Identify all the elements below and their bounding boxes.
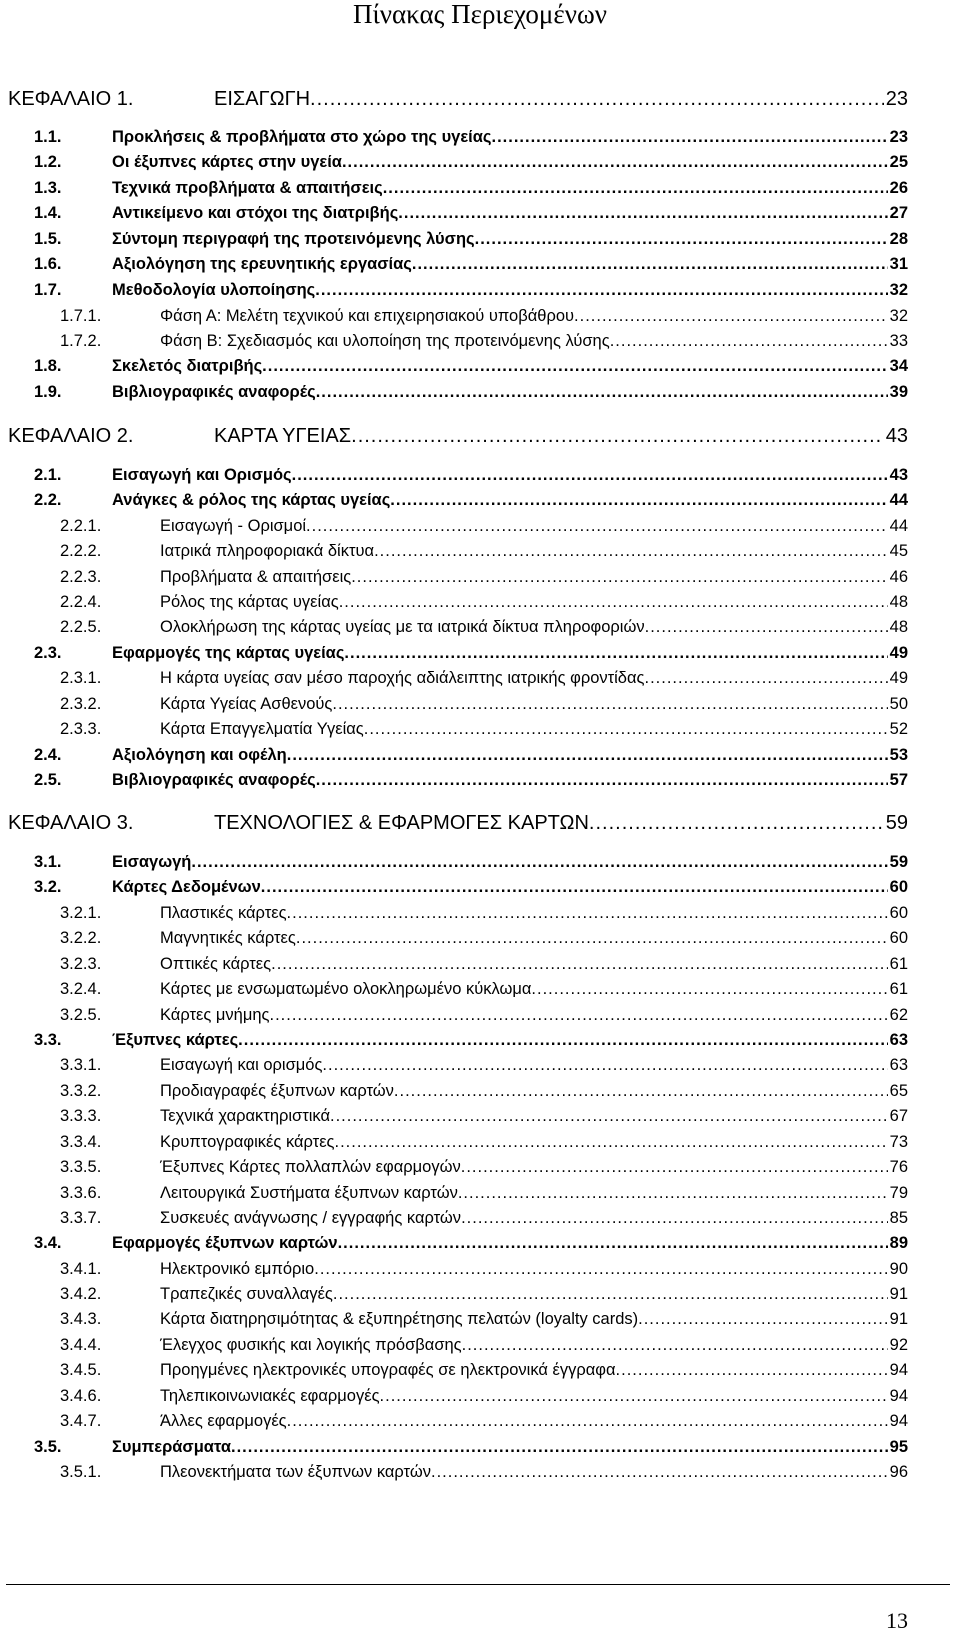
toc-dot-leader [333, 1285, 888, 1304]
toc-entry-title: Προδιαγραφές έξυπνων καρτών [160, 1082, 394, 1100]
toc-entry-page: 39 [889, 383, 908, 401]
toc-subsection-row[interactable] [60, 1336, 908, 1356]
toc-entry-page: 44 [889, 517, 908, 535]
toc-entry-number: 3.5. [34, 1438, 62, 1456]
toc-entry-title: Άλλες εφαρμογές [160, 1412, 287, 1430]
toc-entry-title: ΤΕΧΝΟΛΟΓΙΕΣ & ΕΦΑΡΜΟΓΕΣ ΚΑΡΤΩΝ [214, 812, 589, 834]
toc-entry-title: Κάρτες Δεδομένων [112, 878, 261, 896]
toc-dot-leader [491, 128, 887, 147]
toc-entry-page: 95 [889, 1438, 908, 1456]
toc-entry-page: 59 [885, 812, 908, 834]
toc-entry-number: 3.4.3. [60, 1310, 102, 1328]
toc-entry-title: Κάρτες μνήμης [160, 1006, 270, 1024]
toc-entry-number: 3.3.2. [60, 1082, 102, 1100]
toc-dot-leader [271, 955, 888, 974]
toc-entry-page: 91 [889, 1310, 908, 1328]
toc-entry-page: 65 [889, 1082, 908, 1100]
toc-entry-title: Μεθοδολογία υλοποίησης [112, 281, 316, 299]
toc-entry-number: 3.4.2. [60, 1285, 102, 1303]
toc-entry-number: 3.2.5. [60, 1006, 102, 1024]
page-number: 13 [886, 1608, 908, 1633]
toc-entry-page: 62 [889, 1006, 908, 1024]
toc-section-row[interactable] [34, 771, 908, 791]
toc-dot-leader [339, 593, 888, 612]
toc-entry-title: Κάρτα Υγείας Ασθενούς [160, 695, 333, 713]
toc-entry-title: Λειτουργικά Συστήματα έξυπνων καρτών [160, 1184, 458, 1202]
toc-entry-number: 1.5. [34, 230, 62, 248]
toc-dot-leader [338, 1234, 888, 1253]
toc-entry-page: 50 [889, 695, 908, 713]
toc-subsection-row[interactable] [60, 1387, 908, 1407]
toc-section-row[interactable] [34, 1031, 908, 1051]
toc-dot-leader [589, 812, 884, 835]
toc-entry-page: 73 [889, 1133, 908, 1151]
toc-section-row[interactable] [34, 281, 908, 301]
toc-entry-title: Οπτικές κάρτες [160, 955, 272, 973]
toc-entry-title: Συμπεράσματα [112, 1438, 231, 1456]
toc-entry-number: 3.3.1. [60, 1056, 102, 1074]
toc-entry-page: 79 [889, 1184, 908, 1202]
toc-entry-number: ΚΕΦΑΛΑΙΟ 3. [8, 812, 134, 834]
toc-entry-page: 63 [889, 1031, 908, 1049]
toc-dot-leader [306, 517, 888, 536]
toc-dot-leader [314, 1260, 887, 1279]
toc-entry-page: 32 [889, 281, 908, 299]
toc-subsection-row[interactable] [60, 1361, 908, 1381]
toc-dot-leader [287, 746, 888, 765]
toc-subsection-row[interactable] [60, 307, 908, 327]
toc-entry-title: Εισαγωγή - Ορισμοί [160, 517, 307, 535]
toc-entry-title: Σύντομη περιγραφή της προτεινόμενης λύσης [112, 230, 475, 248]
toc-entry-page: 53 [889, 746, 908, 764]
toc-section-row[interactable] [34, 878, 908, 898]
toc-entry-number: 3.4.4. [60, 1336, 102, 1354]
toc-entry-page: 85 [889, 1209, 908, 1227]
toc-entry-page: 48 [889, 618, 908, 636]
toc-entry-title: Αξιολόγηση και οφέλη [112, 746, 287, 764]
toc-dot-leader [645, 618, 888, 637]
toc-entry-number: 3.5.1. [60, 1463, 102, 1481]
toc-section-row[interactable] [34, 179, 908, 199]
toc-entry-title: Πλεονεκτήματα των έξυπνων καρτών [160, 1463, 431, 1481]
toc-section-row[interactable] [34, 230, 908, 250]
toc-dot-leader [374, 542, 888, 561]
toc-subsection-row[interactable] [60, 669, 908, 689]
page-title: Πίνακας Περιεχομένων [353, 0, 607, 29]
toc-section-row[interactable] [34, 153, 908, 173]
toc-entry-title: Προηγμένες ηλεκτρονικές υπογραφές σε ηλεκτρονικά έγγραφα [160, 1361, 616, 1379]
toc-entry-number: 1.2. [34, 153, 62, 171]
toc-entry-number: 3.4.5. [60, 1361, 102, 1379]
toc-dot-leader [316, 383, 888, 402]
toc-subsection-row[interactable] [60, 1260, 908, 1280]
toc-entry-number: ΚΕΦΑΛΑΙΟ 1. [8, 88, 134, 110]
toc-subsection-row[interactable] [60, 1310, 908, 1330]
toc-entry-title: Ιατρικά πληροφοριακά δίκτυα [160, 542, 375, 560]
toc-dot-leader [287, 904, 888, 923]
toc-section-row[interactable] [34, 1234, 908, 1254]
toc-entry-title: Προκλήσεις & προβλήματα στο χώρο της υγείας [112, 128, 492, 146]
toc-entry-number: 3.3.5. [60, 1158, 102, 1176]
toc-entry-page: 23 [885, 88, 908, 110]
toc-entry-number: 2.3. [34, 644, 62, 662]
toc-entry-page: 34 [889, 357, 908, 375]
toc-entry-page: 60 [889, 904, 908, 922]
toc-entry-page: 28 [889, 230, 908, 248]
toc-dot-leader [269, 1006, 887, 1025]
toc-entry-title: Έξυπνες κάρτες [112, 1031, 239, 1049]
toc-entry-title: Συσκευές ανάγνωσης / εγγραφής καρτών [160, 1209, 462, 1227]
toc-entry-number: 1.7.2. [60, 332, 102, 350]
toc-entry-title: Εφαρμογές της κάρτας υγείας [112, 644, 345, 662]
toc-entry-number: 3.3.3. [60, 1107, 102, 1125]
toc-entry-title: Εισαγωγή και Ορισμός [112, 466, 292, 484]
toc-dot-leader [461, 1209, 888, 1228]
toc-dot-leader [344, 644, 887, 663]
toc-dot-leader [398, 204, 887, 223]
toc-dot-leader [238, 1031, 887, 1050]
toc-entry-number: 3.3.7. [60, 1209, 102, 1227]
toc-dot-leader [458, 1184, 888, 1203]
toc-entry-number: 1.9. [34, 383, 62, 401]
toc-entry-title: Ρόλος της κάρτας υγείας [160, 593, 339, 611]
toc-dot-leader [475, 230, 888, 249]
toc-dot-leader [262, 357, 887, 376]
toc-entry-number: 1.6. [34, 255, 62, 273]
toc-chapter-row[interactable] [8, 425, 908, 449]
toc-entry-title: Πλαστικές κάρτες [160, 904, 287, 922]
toc-dot-leader [610, 332, 888, 351]
toc-entry-page: 94 [889, 1387, 908, 1405]
toc-entry-title: Η κάρτα υγείας σαν μέσο παροχής αδιάλειπτης ιατρικής φροντίδας [160, 669, 645, 687]
toc-entry-title: Τεχνικά προβλήματα & απαιτήσεις [112, 179, 383, 197]
toc-dot-leader [461, 1158, 888, 1177]
toc-chapter-row[interactable] [8, 88, 908, 112]
toc-subsection-row[interactable] [60, 980, 908, 1000]
toc-entry-title: Φάση Α: Μελέτη τεχνικού και επιχειρησιακού υποβάθρου [160, 307, 575, 325]
toc-entry-page: 60 [889, 878, 908, 896]
toc-entry-number: 1.8. [34, 357, 62, 375]
toc-dot-leader [390, 491, 887, 510]
toc-entry-number: ΚΕΦΑΛΑΙΟ 2. [8, 425, 134, 447]
toc-dot-leader [431, 1463, 888, 1482]
toc-subsection-row[interactable] [60, 1082, 908, 1102]
toc-section-row[interactable] [34, 357, 908, 377]
toc-entry-number: 3.2.4. [60, 980, 102, 998]
toc-entry-title: Βιβλιογραφικές αναφορές [112, 383, 316, 401]
toc-entry-number: 3.4.7. [60, 1412, 102, 1430]
toc-entry-title: Φάση Β: Σχεδιασμός και υλοποίηση της προτεινόμενης λύσης [160, 332, 610, 350]
toc-entry-number: 2.3.2. [60, 695, 102, 713]
toc-entry-page: 45 [889, 542, 908, 560]
toc-dot-leader [462, 1336, 888, 1355]
toc-entry-title: Κάρτα διατηρησιμότητας & εξυπηρέτησης πελατών (loyalty cards) [160, 1310, 639, 1328]
toc-dot-leader [292, 466, 888, 485]
toc-section-row[interactable] [34, 204, 908, 224]
toc-subsection-row[interactable] [60, 618, 908, 638]
toc-entry-page: 63 [889, 1056, 908, 1074]
toc-subsection-row[interactable] [60, 1463, 908, 1483]
toc-dot-leader [287, 1412, 888, 1431]
toc-entry-number: 2.2.1. [60, 517, 102, 535]
toc-entry-title: ΚΑΡΤΑ ΥΓΕΙΑΣ [214, 425, 352, 447]
toc-subsection-row[interactable] [60, 929, 908, 949]
toc-entry-number: 2.3.3. [60, 720, 102, 738]
toc-subsection-row[interactable] [60, 568, 908, 588]
toc-section-row[interactable] [34, 466, 908, 486]
toc-dot-leader [296, 929, 888, 948]
toc-dot-leader [380, 1387, 888, 1406]
toc-entry-number: 3.3.4. [60, 1133, 102, 1151]
toc-entry-title: Μαγνητικές κάρτες [160, 929, 296, 947]
footer-divider [6, 1584, 950, 1585]
toc-entry-number: 2.2.3. [60, 568, 102, 586]
toc-subsection-row[interactable] [60, 695, 908, 715]
toc-entry-page: 91 [889, 1285, 908, 1303]
toc-dot-leader [310, 88, 884, 111]
toc-subsection-row[interactable] [60, 720, 908, 740]
toc-entry-number: 2.3.1. [60, 669, 102, 687]
toc-dot-leader [394, 1082, 888, 1101]
toc-subsection-row[interactable] [60, 1412, 908, 1432]
toc-entry-number: 3.2.3. [60, 955, 102, 973]
toc-entry-number: 2.2. [34, 491, 62, 509]
toc-dot-leader [261, 878, 888, 897]
toc-entry-title: Τεχνικά χαρακτηριστικά [160, 1107, 331, 1125]
toc-entry-number: 2.2.5. [60, 618, 102, 636]
toc-entry-page: 92 [889, 1336, 908, 1354]
toc-entry-page: 52 [889, 720, 908, 738]
toc-entry-page: 59 [889, 853, 908, 871]
toc-subsection-row[interactable] [60, 593, 908, 613]
toc-dot-leader [335, 1133, 888, 1152]
toc-entry-page: 33 [889, 332, 908, 350]
toc-entry-page: 96 [889, 1463, 908, 1481]
toc-subsection-row[interactable] [60, 542, 908, 562]
toc-entry-page: 94 [889, 1361, 908, 1379]
toc-dot-leader [574, 307, 888, 326]
toc-dot-leader [322, 1056, 887, 1075]
toc-section-row[interactable] [34, 746, 908, 766]
toc-entry-title: Αντικείμενο και στόχοι της διατριβής [112, 204, 399, 222]
toc-entry-page: 32 [889, 307, 908, 325]
toc-entry-title: Κρυπτογραφικές κάρτες [160, 1133, 335, 1151]
toc-entry-title: Ηλεκτρονικό εμπόριο [160, 1260, 315, 1278]
toc-entry-page: 57 [889, 771, 908, 789]
toc-entry-page: 94 [889, 1412, 908, 1430]
toc-entry-title: Σκελετός διατριβής [112, 357, 263, 375]
toc-subsection-row[interactable] [60, 517, 908, 537]
toc-entry-number: 3.3.6. [60, 1184, 102, 1202]
toc-entry-number: 3.1. [34, 853, 62, 871]
toc-dot-leader [412, 255, 888, 274]
toc-entry-title: Ανάγκες & ρόλος της κάρτας υγείας [112, 491, 391, 509]
toc-entry-title: Προβλήματα & απαιτήσεις [160, 568, 352, 586]
toc-dot-leader [351, 425, 884, 448]
toc-entry-title: Έξυπνες Κάρτες πολλαπλών εφαρμογών [160, 1158, 461, 1176]
toc-entry-page: 26 [889, 179, 908, 197]
toc-dot-leader [638, 1310, 888, 1329]
toc-entry-page: 44 [889, 491, 908, 509]
toc-section-row[interactable] [34, 644, 908, 664]
toc-entry-page: 61 [889, 955, 908, 973]
toc-entry-number: 3.4.6. [60, 1387, 102, 1405]
toc-subsection-row[interactable] [60, 1107, 908, 1127]
toc-dot-leader [616, 1361, 888, 1380]
toc-entry-page: 27 [889, 204, 908, 222]
toc-dot-leader [351, 568, 887, 587]
toc-subsection-row[interactable] [60, 1056, 908, 1076]
toc-section-row[interactable] [34, 491, 908, 511]
toc-section-row[interactable] [34, 128, 908, 148]
toc-entry-page: 76 [889, 1158, 908, 1176]
toc-entry-page: 31 [889, 255, 908, 273]
toc-dot-leader [330, 1107, 888, 1126]
toc-dot-leader [191, 853, 887, 872]
toc-entry-page: 60 [889, 929, 908, 947]
toc-entry-number: 1.1. [34, 128, 62, 146]
toc-entry-number: 2.4. [34, 746, 62, 764]
toc-entry-title: Οι έξυπνες κάρτες στην υγεία [112, 153, 342, 171]
toc-dot-leader [231, 1438, 888, 1457]
toc-entry-title: Κάρτα Επαγγελματία Υγείας [160, 720, 364, 738]
toc-section-row[interactable] [34, 1438, 908, 1458]
toc-entry-page: 43 [885, 425, 908, 447]
toc-dot-leader [383, 179, 888, 198]
toc-entry-page: 90 [889, 1260, 908, 1278]
toc-entry-number: 2.1. [34, 466, 62, 484]
toc-dot-leader [645, 669, 888, 688]
toc-entry-number: 2.2.4. [60, 593, 102, 611]
toc-entry-page: 48 [889, 593, 908, 611]
toc-entry-number: 1.7. [34, 281, 62, 299]
toc-entry-number: 2.5. [34, 771, 62, 789]
toc-entry-number: 3.2.1. [60, 904, 102, 922]
toc-entry-title: ΕΙΣΑΓΩΓΗ [214, 88, 311, 110]
toc-entry-number: 1.7.1. [60, 307, 102, 325]
toc-entry-number: 1.3. [34, 179, 62, 197]
toc-section-row[interactable] [34, 853, 908, 873]
toc-entry-page: 61 [889, 980, 908, 998]
toc-entry-title: Τραπεζικές συναλλαγές [160, 1285, 333, 1303]
toc-dot-leader [316, 771, 888, 790]
toc-entry-number: 3.4. [34, 1234, 62, 1252]
toc-subsection-row[interactable] [60, 1133, 908, 1153]
toc-section-row[interactable] [34, 255, 908, 275]
toc-subsection-row[interactable] [60, 955, 908, 975]
toc-subsection-row[interactable] [60, 332, 908, 352]
toc-entry-title: Τηλεπικοινωνιακές εφαρμογές [160, 1387, 380, 1405]
toc-entry-title: Έλεγχος φυσικής και λογικής πρόσβασης [160, 1336, 462, 1354]
toc-entry-number: 3.2.2. [60, 929, 102, 947]
toc-chapter-row[interactable] [8, 812, 908, 836]
toc-dot-leader [342, 153, 888, 172]
toc-dot-leader [332, 695, 887, 714]
toc-entry-title: Βιβλιογραφικές αναφορές [112, 771, 316, 789]
toc-entry-number: 2.2.2. [60, 542, 102, 560]
toc-subsection-row[interactable] [60, 904, 908, 924]
toc-subsection-row[interactable] [60, 1158, 908, 1178]
toc-entry-title: Εισαγωγή και ορισμός [160, 1056, 323, 1074]
toc-dot-leader [531, 980, 887, 999]
toc-subsection-row[interactable] [60, 1006, 908, 1026]
toc-subsection-row[interactable] [60, 1209, 908, 1229]
toc-entry-number: 3.2. [34, 878, 62, 896]
toc-entry-page: 43 [889, 466, 908, 484]
toc-entry-number: 3.3. [34, 1031, 62, 1049]
toc-section-row[interactable] [34, 383, 908, 403]
toc-entry-title: Αξιολόγηση της ερευνητικής εργασίας [112, 255, 412, 273]
toc-entry-page: 49 [889, 644, 908, 662]
toc-entry-number: 3.4.1. [60, 1260, 102, 1278]
toc-entry-title: Κάρτες με ενσωματωμένο ολοκληρωμένο κύκλωμα [160, 980, 532, 998]
toc-entry-page: 25 [889, 153, 908, 171]
toc-entry-number: 1.4. [34, 204, 62, 222]
toc-subsection-row[interactable] [60, 1184, 908, 1204]
toc-entry-page: 89 [889, 1234, 908, 1252]
toc-entry-title: Εφαρμογές έξυπνων καρτών [112, 1234, 338, 1252]
toc-entry-page: 23 [889, 128, 908, 146]
toc-dot-leader [315, 281, 887, 300]
toc-entry-title: Εισαγωγή [112, 853, 192, 871]
toc-dot-leader [364, 720, 888, 739]
toc-entry-title: Ολοκλήρωση της κάρτας υγείας με τα ιατρικά δίκτυα πληροφοριών [160, 618, 645, 636]
toc-entry-page: 67 [889, 1107, 908, 1125]
toc-entry-page: 49 [889, 669, 908, 687]
toc-subsection-row[interactable] [60, 1285, 908, 1305]
toc-entry-page: 46 [889, 568, 908, 586]
